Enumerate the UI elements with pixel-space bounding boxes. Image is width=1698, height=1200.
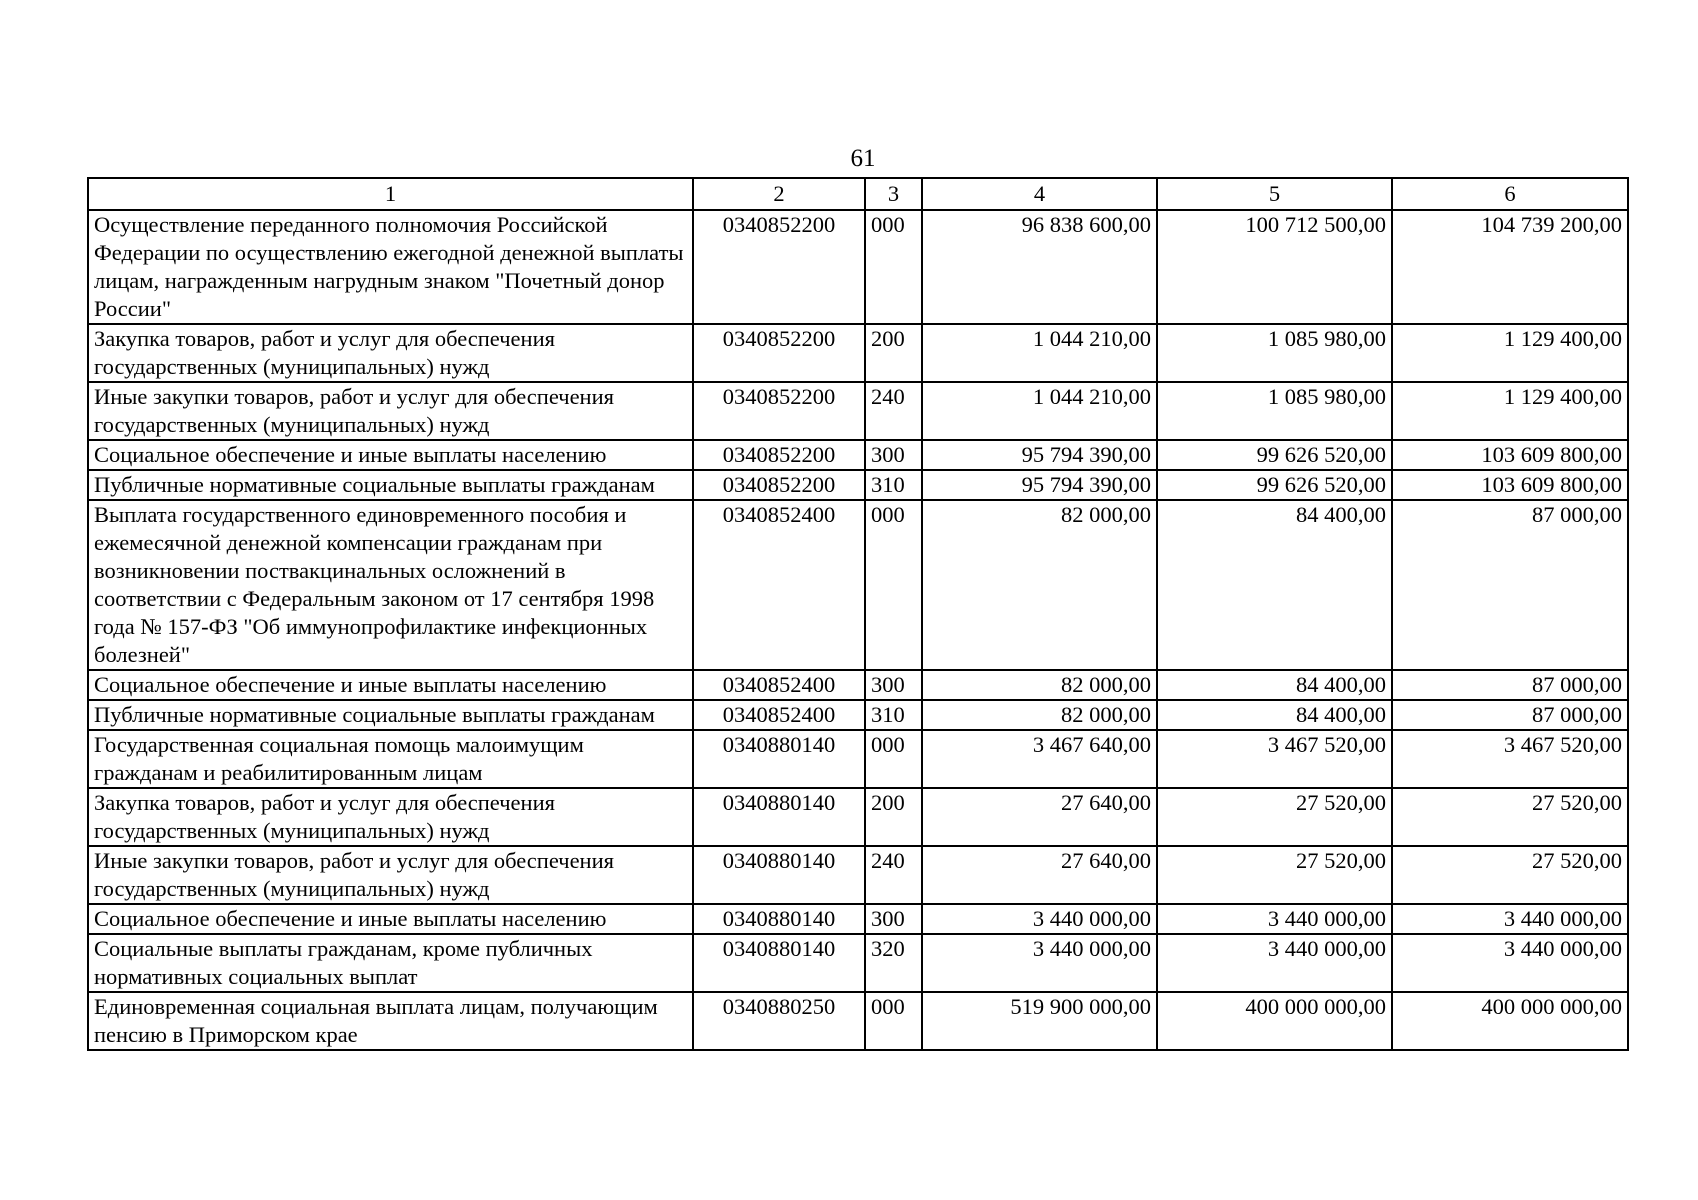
table-row	[88, 210, 1628, 324]
row-expense-type: 200	[865, 324, 922, 382]
row-name: Публичные нормативные социальные выплаты гражданам	[88, 470, 693, 500]
row-expense-type: 300	[865, 904, 922, 934]
row-value-6: 1 129 400,00	[1392, 382, 1628, 440]
row-value-6: 87 000,00	[1392, 670, 1628, 700]
row-expense-type: 300	[865, 670, 922, 700]
row-value-4: 95 794 390,00	[922, 470, 1157, 500]
row-value-4: 1 044 210,00	[922, 382, 1157, 440]
row-value-5: 99 626 520,00	[1157, 470, 1392, 500]
table-row	[88, 904, 1628, 934]
row-value-5: 84 400,00	[1157, 500, 1392, 670]
row-value-4: 3 440 000,00	[922, 934, 1157, 992]
row-name: Иные закупки товаров, работ и услуг для обеспечения государственных (муниципальных) нужд	[88, 382, 693, 440]
table-row	[88, 670, 1628, 700]
row-target-code: 0340852400	[693, 670, 865, 700]
row-value-5: 400 000 000,00	[1157, 992, 1392, 1050]
row-value-5: 84 400,00	[1157, 670, 1392, 700]
row-value-6: 400 000 000,00	[1392, 992, 1628, 1050]
row-value-6: 103 609 800,00	[1392, 470, 1628, 500]
table-row	[88, 440, 1628, 470]
row-target-code: 0340880140	[693, 730, 865, 788]
row-expense-type: 200	[865, 788, 922, 846]
budget-table	[87, 177, 1629, 1051]
row-target-code: 0340852400	[693, 500, 865, 670]
row-value-5: 84 400,00	[1157, 700, 1392, 730]
row-value-5: 3 440 000,00	[1157, 904, 1392, 934]
row-value-4: 82 000,00	[922, 700, 1157, 730]
row-value-6: 27 520,00	[1392, 846, 1628, 904]
row-value-5: 100 712 500,00	[1157, 210, 1392, 324]
row-name: Закупка товаров, работ и услуг для обеспечения государственных (муниципальных) нужд	[88, 788, 693, 846]
row-value-5: 3 467 520,00	[1157, 730, 1392, 788]
page-number: 61	[850, 145, 876, 172]
table-row	[88, 500, 1628, 670]
table-row	[88, 382, 1628, 440]
row-name: Выплата государственного единовременного пособия и ежемесячной денежной компенсации гражданам при возникновении поствакцинальных осложнений в соответствии с Федеральным законом от 17 сентября 1998 года № 157-ФЗ "Об иммунопрофилактике инфекционных болезней"	[88, 500, 693, 670]
row-value-6: 27 520,00	[1392, 788, 1628, 846]
row-expense-type: 310	[865, 470, 922, 500]
row-expense-type: 240	[865, 382, 922, 440]
row-value-5: 27 520,00	[1157, 846, 1392, 904]
row-expense-type: 000	[865, 992, 922, 1050]
row-value-6: 87 000,00	[1392, 700, 1628, 730]
column-header-4: 4	[922, 178, 1157, 210]
row-expense-type: 300	[865, 440, 922, 470]
row-value-5: 3 440 000,00	[1157, 934, 1392, 992]
table-header-row	[88, 178, 1628, 210]
row-target-code: 0340852200	[693, 440, 865, 470]
table-row	[88, 992, 1628, 1050]
row-target-code: 0340880140	[693, 934, 865, 992]
row-name: Единовременная социальная выплата лицам, получающим пенсию в Приморском крае	[88, 992, 693, 1050]
table-row	[88, 700, 1628, 730]
table-row	[88, 730, 1628, 788]
row-value-6: 3 467 520,00	[1392, 730, 1628, 788]
row-value-5: 1 085 980,00	[1157, 324, 1392, 382]
row-value-6: 1 129 400,00	[1392, 324, 1628, 382]
row-name: Социальные выплаты гражданам, кроме публичных нормативных социальных выплат	[88, 934, 693, 992]
row-expense-type: 310	[865, 700, 922, 730]
row-value-4: 3 467 640,00	[922, 730, 1157, 788]
row-value-5: 1 085 980,00	[1157, 382, 1392, 440]
row-expense-type: 000	[865, 210, 922, 324]
row-name: Осуществление переданного полномочия Российской Федерации по осуществлению ежегодной денежной выплаты лицам, награжденным нагрудным знаком "Почетный донор России"	[88, 210, 693, 324]
row-value-4: 519 900 000,00	[922, 992, 1157, 1050]
row-expense-type: 320	[865, 934, 922, 992]
row-expense-type: 000	[865, 500, 922, 670]
row-target-code: 0340852400	[693, 700, 865, 730]
row-target-code: 0340852200	[693, 210, 865, 324]
row-name: Публичные нормативные социальные выплаты гражданам	[88, 700, 693, 730]
row-target-code: 0340852200	[693, 470, 865, 500]
column-header-2: 2	[693, 178, 865, 210]
row-value-5: 99 626 520,00	[1157, 440, 1392, 470]
column-header-3: 3	[865, 178, 922, 210]
row-value-4: 27 640,00	[922, 846, 1157, 904]
row-name: Социальное обеспечение и иные выплаты населению	[88, 904, 693, 934]
row-value-5: 27 520,00	[1157, 788, 1392, 846]
row-value-6: 3 440 000,00	[1392, 934, 1628, 992]
row-target-code: 0340880140	[693, 904, 865, 934]
row-value-4: 82 000,00	[922, 670, 1157, 700]
row-value-6: 3 440 000,00	[1392, 904, 1628, 934]
row-value-6: 87 000,00	[1392, 500, 1628, 670]
row-target-code: 0340852200	[693, 382, 865, 440]
row-value-4: 96 838 600,00	[922, 210, 1157, 324]
row-name: Иные закупки товаров, работ и услуг для обеспечения государственных (муниципальных) нужд	[88, 846, 693, 904]
table-row	[88, 788, 1628, 846]
row-name: Социальное обеспечение и иные выплаты населению	[88, 440, 693, 470]
row-target-code: 0340880140	[693, 788, 865, 846]
row-expense-type: 240	[865, 846, 922, 904]
column-header-6: 6	[1392, 178, 1628, 210]
row-value-6: 103 609 800,00	[1392, 440, 1628, 470]
row-value-4: 27 640,00	[922, 788, 1157, 846]
row-name: Государственная социальная помощь малоимущим гражданам и реабилитированным лицам	[88, 730, 693, 788]
table-row	[88, 470, 1628, 500]
row-value-6: 104 739 200,00	[1392, 210, 1628, 324]
row-target-code: 0340880250	[693, 992, 865, 1050]
column-header-1: 1	[88, 178, 693, 210]
row-value-4: 82 000,00	[922, 500, 1157, 670]
row-expense-type: 000	[865, 730, 922, 788]
row-value-4: 1 044 210,00	[922, 324, 1157, 382]
row-name: Закупка товаров, работ и услуг для обеспечения государственных (муниципальных) нужд	[88, 324, 693, 382]
table-row	[88, 324, 1628, 382]
row-target-code: 0340880140	[693, 846, 865, 904]
row-value-4: 95 794 390,00	[922, 440, 1157, 470]
column-header-5: 5	[1157, 178, 1392, 210]
row-name: Социальное обеспечение и иные выплаты населению	[88, 670, 693, 700]
table-row	[88, 934, 1628, 992]
row-target-code: 0340852200	[693, 324, 865, 382]
table-row	[88, 846, 1628, 904]
row-value-4: 3 440 000,00	[922, 904, 1157, 934]
